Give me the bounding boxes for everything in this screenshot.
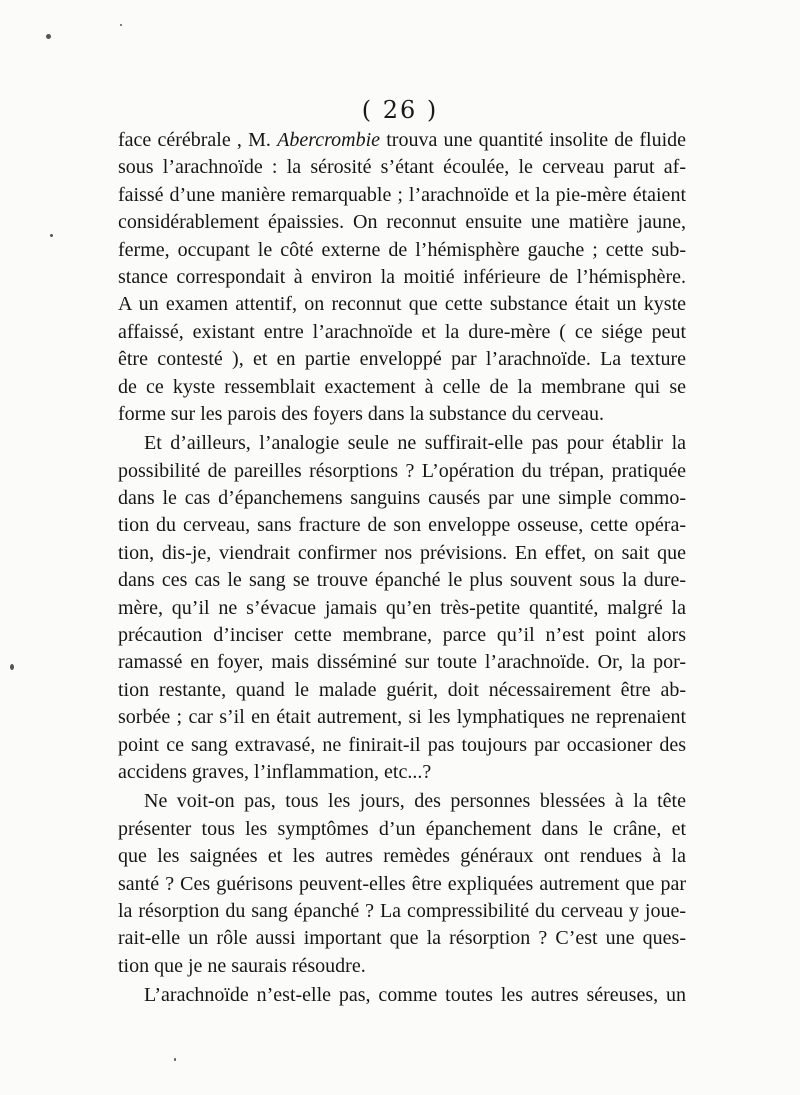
text-line: forme sur les parois des foyers dans la substance du cerveau. [118, 402, 604, 425]
text-line [118, 127, 686, 154]
text-line: tion, dis-je, viendrait confirmer nos prévisions. En effet, on sait que [118, 541, 686, 564]
body-text [118, 127, 686, 1010]
text-line: ferme, occupant le côté externe de l’hémisphère gauche ; cette sub- [118, 238, 686, 261]
text-line: présenter tous les symptômes d’un épanchement dans le crâne, et [118, 817, 686, 840]
ink-speck [120, 24, 122, 26]
text-line-end: trouva une quantité insolite de fluide [380, 129, 686, 151]
ink-speck [50, 234, 53, 237]
text-line: santé ? Ces guérisons peuvent-elles être expliquées autrement que par [118, 872, 686, 895]
text-line: point ce sang extravasé, ne finirait-il pas toujours par occasioner des [118, 733, 686, 756]
text-line: sorbée ; car s’il en était autrement, si les lymphatiques ne reprenaient [118, 706, 686, 729]
text-line: Et d’ailleurs, l’analogie seule ne suffirait-elle pas pour établir la [144, 432, 686, 455]
text-line: précaution d’inciser cette membrane, parce qu’il n’est point alors [118, 624, 686, 647]
text-line: accidens graves, l’inflammation, etc...? [118, 760, 432, 783]
text-line: affaissé, existant entre l’arachnoïde et la dure-mère ( ce siége peut [118, 320, 686, 343]
text-line: possibilité de pareilles résorptions ? L’opération du trépan, pratiquée [118, 459, 686, 482]
text-line: ramassé en foyer, mais disséminé sur toute l’arachnoïde. Or, la por- [118, 651, 686, 674]
ink-speck [46, 34, 51, 39]
text-line: faissé d’une manière remarquable ; l’arachnoïde et la pie-mère étaient [118, 183, 686, 206]
text-line: mère, qu’il ne s’évacue jamais qu’en très-petite quantité, malgré la [118, 596, 686, 619]
text-line: être contesté ), et en partie enveloppé par l’arachnoïde. La texture [118, 348, 686, 371]
text-line: tion restante, quand le malade guérit, doit nécessairement être ab- [118, 678, 686, 701]
text-line: Ne voit-on pas, tous les jours, des personnes blessées à la tête [144, 790, 686, 813]
text-line: A un examen attentif, on reconnut que cette substance était un kyste [118, 293, 686, 316]
text-line: de ce kyste ressemblait exactement à celle de la membrane qui se [118, 375, 686, 398]
author-name: Abercrombie [277, 129, 381, 151]
text-line-start: face cérébrale , M. [118, 129, 278, 151]
text-line: L’arachnoïde n’est-elle pas, comme toutes les autres séreuses, un [144, 984, 686, 1007]
text-line: considérablement épaissies. On reconnut ensuite une matière jaune, [118, 211, 686, 234]
text-line: stance correspondait à environ la moitié inférieure de l’hémisphère. [118, 265, 686, 288]
text-line: dans le cas d’épanchemens sanguins causés par une simple commo- [118, 487, 686, 510]
text-line: rait-elle un rôle aussi important que la résorption ? C’est une ques- [118, 927, 686, 950]
text-line: dans ces cas le sang se trouve épanché le plus souvent sous la dure- [118, 569, 686, 592]
text-line: que les saignées et les autres remèdes généraux ont rendues à la [118, 845, 686, 868]
text-line: tion que je ne saurais résoudre. [118, 954, 366, 977]
ink-speck [10, 664, 14, 670]
page-number: ( 26 ) [361, 96, 439, 124]
text-line: tion du cerveau, sans fracture de son enveloppe osseuse, cette opéra- [118, 514, 686, 537]
text-line: sous l’arachnoïde : la sérosité s’étant écoulée, le cerveau parut af- [118, 156, 686, 179]
ink-speck [174, 1058, 176, 1061]
text-line: la résorption du sang épanché ? La compressibilité du cerveau y joue- [118, 899, 686, 922]
